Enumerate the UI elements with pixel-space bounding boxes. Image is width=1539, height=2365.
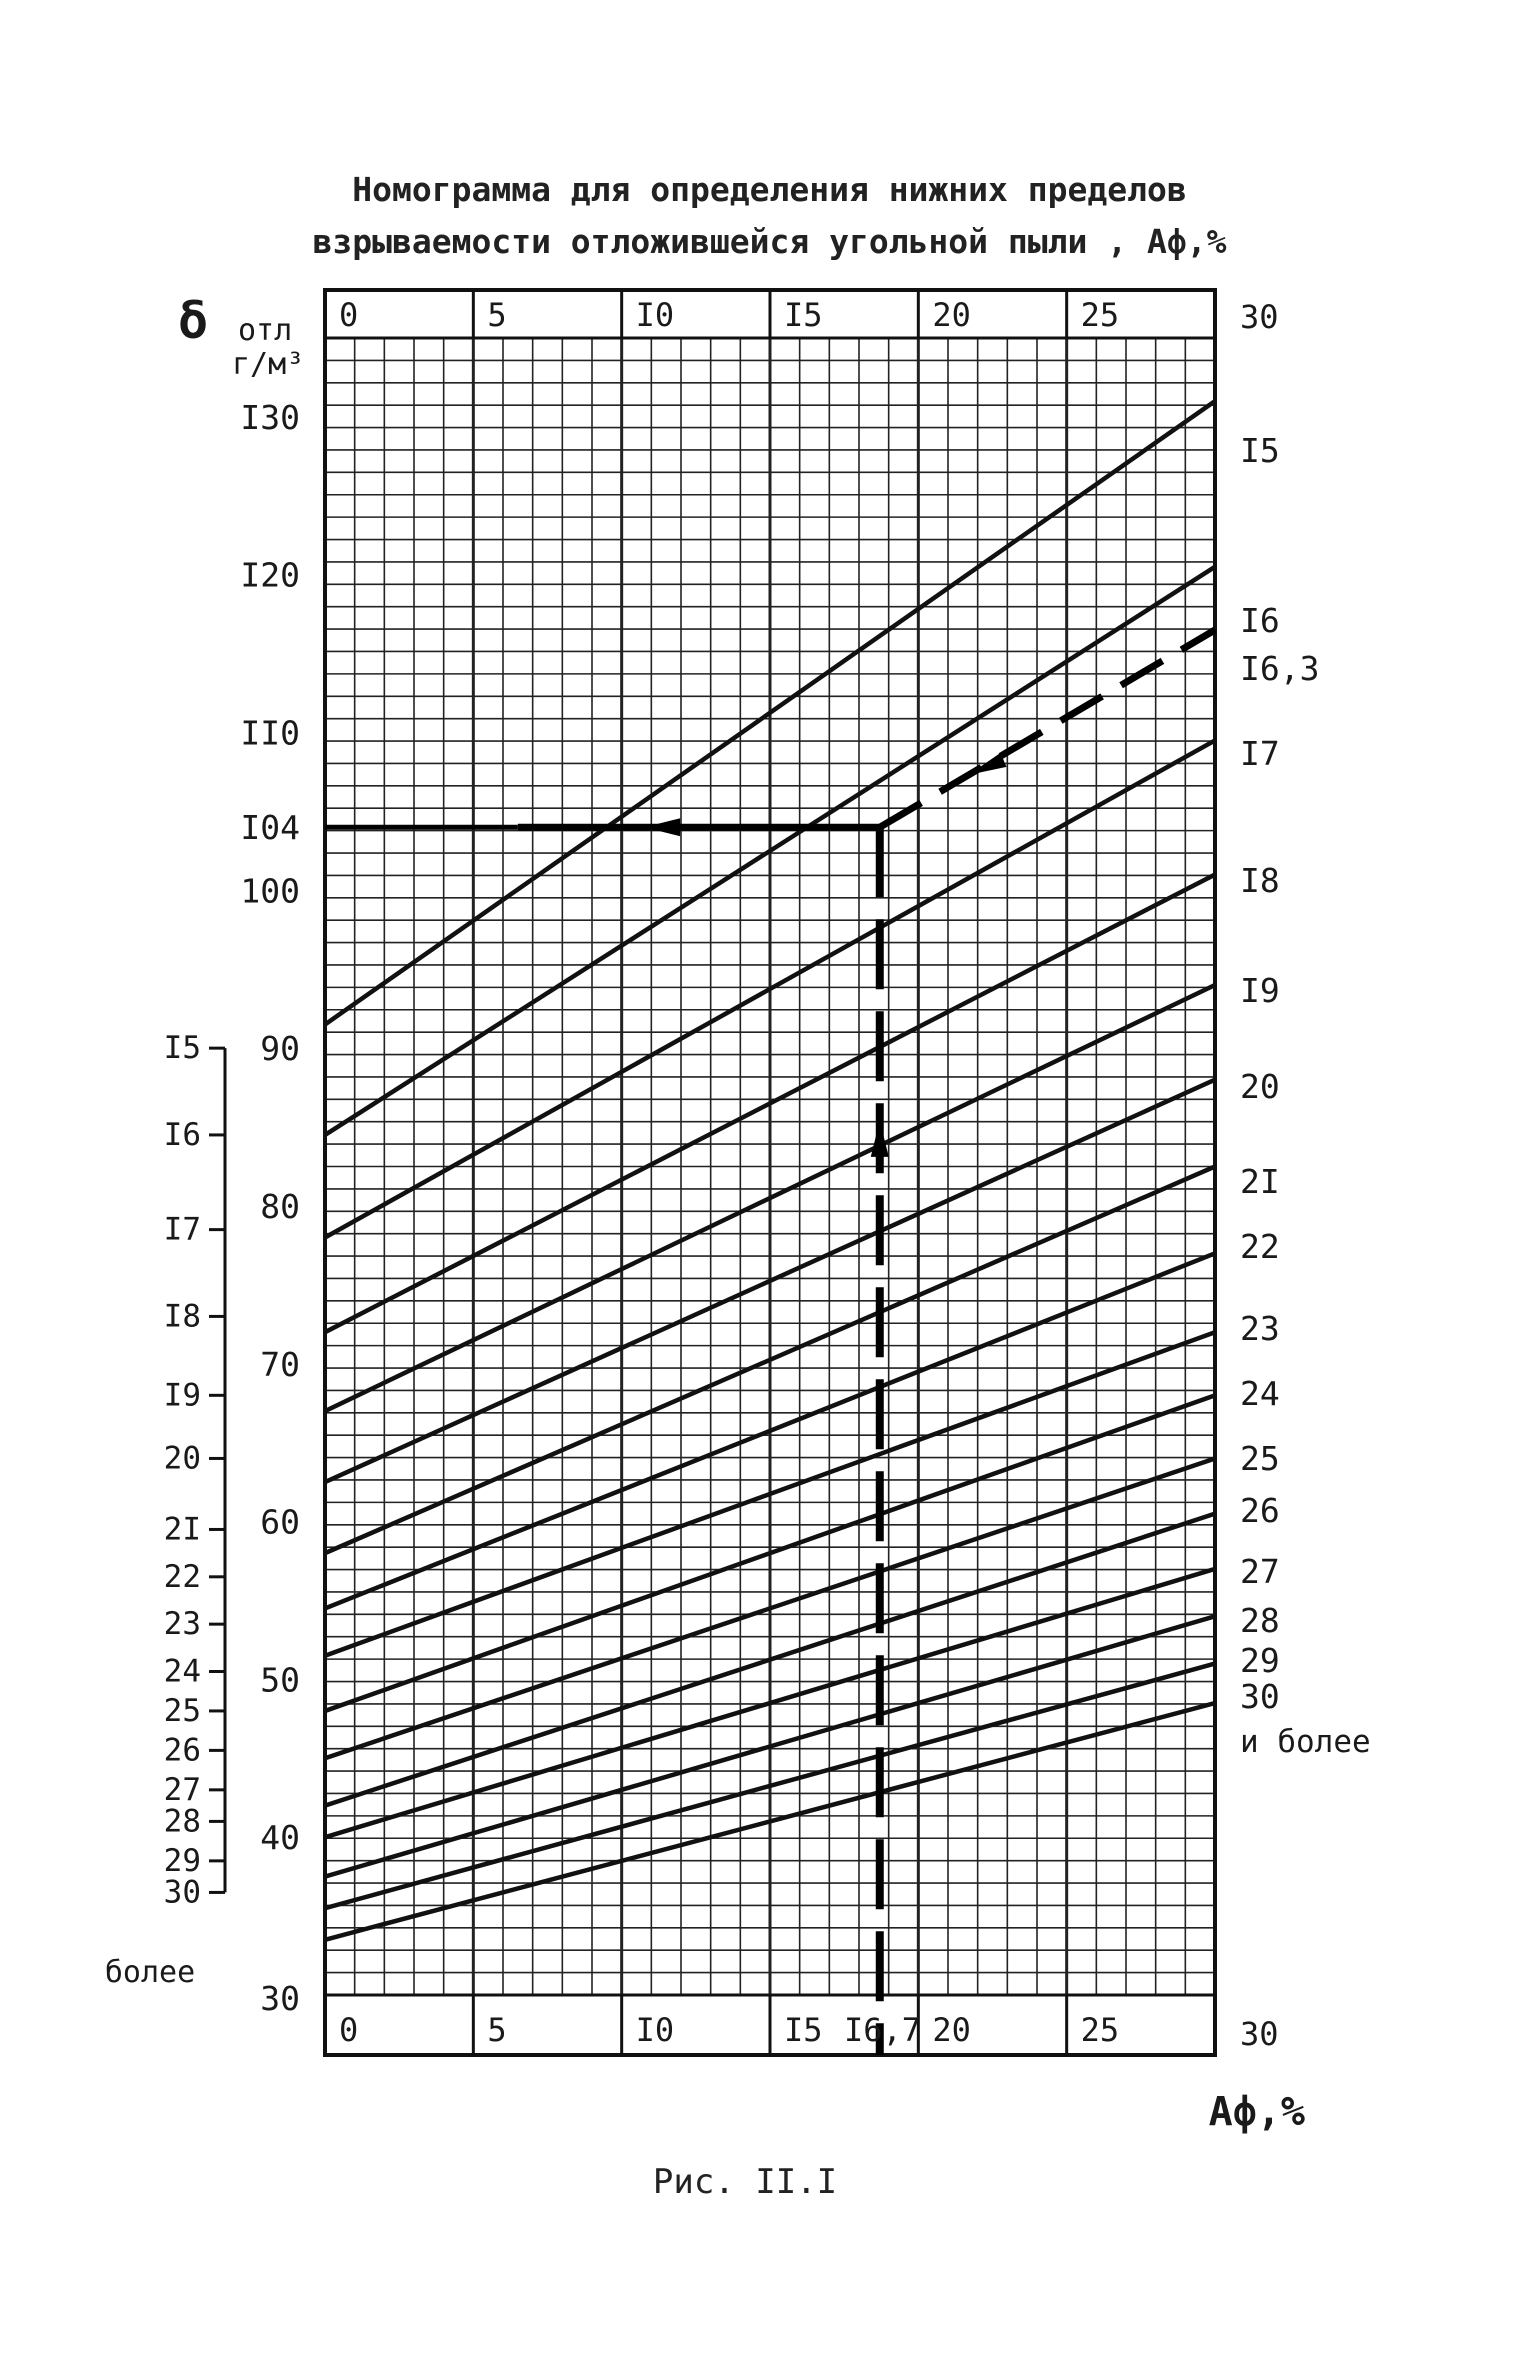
y-tick-label: II0 bbox=[240, 713, 300, 753]
left-scale-label: 29 bbox=[163, 1842, 201, 1879]
y-tick-label: 60 bbox=[260, 1502, 300, 1542]
axis-labels bbox=[178, 292, 1371, 2135]
figure-caption: Рис. II.I bbox=[652, 2162, 838, 2202]
y-tick-label: 40 bbox=[260, 1818, 300, 1858]
arrow-left-icon bbox=[644, 818, 680, 836]
series-right-label: 20 bbox=[1240, 1067, 1280, 1106]
series-right-label: 28 bbox=[1240, 1601, 1280, 1640]
left-scale-label: 2I bbox=[163, 1511, 201, 1548]
series-right-label: 29 bbox=[1240, 1641, 1280, 1680]
left-scale-label: 25 bbox=[163, 1692, 201, 1729]
left-scale-bottom-text: более bbox=[104, 1955, 196, 1990]
x-tick-top-label: I5 bbox=[784, 296, 823, 334]
left-scale-label: 20 bbox=[163, 1440, 201, 1477]
left-scale-label: 23 bbox=[163, 1606, 201, 1643]
y-tick-label: 80 bbox=[260, 1186, 300, 1226]
series-right-label: 25 bbox=[1240, 1439, 1280, 1478]
series-right-label: I9 bbox=[1240, 971, 1280, 1010]
series-right-label: 30 bbox=[1240, 1677, 1280, 1716]
series-right-label: I6,3 bbox=[1240, 649, 1320, 688]
left-scale-label: 27 bbox=[163, 1771, 201, 1808]
left-scale-label: I8 bbox=[163, 1298, 201, 1335]
x-tick-bottom-label: I5 bbox=[784, 2011, 823, 2049]
chart-title-line-1: Номограмма для определения нижних пределов bbox=[352, 170, 1187, 209]
y-axis-symbol: δ bbox=[178, 292, 209, 350]
left-scale-label: 26 bbox=[163, 1732, 201, 1769]
series-right-label: I6 bbox=[1240, 601, 1280, 640]
chart-title-line-2: взрываемости отложившейся угольной пыли , Аф,% bbox=[312, 222, 1227, 261]
x-tick-top-label: I0 bbox=[635, 296, 675, 334]
left-scale-label: 28 bbox=[163, 1803, 201, 1840]
left-scale bbox=[105, 1030, 225, 1990]
x-tick-bottom-label: 0 bbox=[339, 2011, 359, 2049]
x-marker-label: I6,7 bbox=[844, 2011, 922, 2049]
series-right-label: 24 bbox=[1240, 1374, 1280, 1413]
left-scale-label: 22 bbox=[163, 1558, 201, 1595]
x-tick-bottom-label: 25 bbox=[1080, 2011, 1120, 2049]
series-right-label: I7 bbox=[1240, 734, 1280, 773]
x-tick-bottom-label: 5 bbox=[487, 2011, 507, 2049]
left-scale-label: 30 bbox=[163, 1874, 201, 1911]
series-right-label: 23 bbox=[1240, 1309, 1280, 1348]
right-axis-bottom-label: 30 bbox=[1240, 2015, 1279, 2053]
y-tick-label: 30 bbox=[260, 1979, 300, 2018]
right-axis-top-label: 30 bbox=[1240, 298, 1279, 336]
y-axis-unit-line1: отл bbox=[238, 313, 293, 348]
series-right-label: 26 bbox=[1240, 1491, 1280, 1530]
y-tick-label: I04 bbox=[240, 808, 300, 848]
x-tick-top-label: 5 bbox=[487, 296, 507, 334]
left-scale-label: I9 bbox=[163, 1377, 201, 1414]
x-tick-bottom-label: 20 bbox=[932, 2011, 971, 2049]
series-right-label: 27 bbox=[1240, 1552, 1280, 1591]
left-scale-label: I6 bbox=[163, 1116, 201, 1153]
x-tick-top-label: 20 bbox=[932, 296, 971, 334]
x-axis-title: Аф,% bbox=[1208, 2089, 1305, 2135]
y-tick-label: 70 bbox=[260, 1344, 300, 1384]
series-right-label: 2I bbox=[1240, 1162, 1280, 1201]
y-axis-unit-line2: г/м³ bbox=[232, 347, 305, 382]
left-scale-label: 24 bbox=[163, 1653, 201, 1690]
series-right-label: I5 bbox=[1240, 431, 1280, 470]
series-right-label: 22 bbox=[1240, 1227, 1280, 1266]
x-tick-top-label: 25 bbox=[1080, 296, 1120, 334]
left-scale-label: I5 bbox=[163, 1030, 201, 1067]
example-interpolated-dashed-line bbox=[880, 630, 1215, 827]
y-tick-label: 100 bbox=[240, 871, 300, 911]
y-tick-label: 90 bbox=[260, 1029, 300, 1069]
left-scale-label: I7 bbox=[163, 1211, 201, 1248]
series-right-label-suffix: и более bbox=[1240, 1724, 1371, 1760]
arrow-up-icon bbox=[871, 1121, 889, 1157]
y-tick-label: 50 bbox=[260, 1660, 300, 1700]
series-right-label: I8 bbox=[1240, 861, 1280, 900]
x-tick-top-label: 0 bbox=[339, 296, 359, 334]
y-tick-label: I30 bbox=[240, 397, 300, 437]
x-tick-bottom-label: I0 bbox=[635, 2011, 675, 2049]
y-tick-label: I20 bbox=[240, 555, 300, 595]
